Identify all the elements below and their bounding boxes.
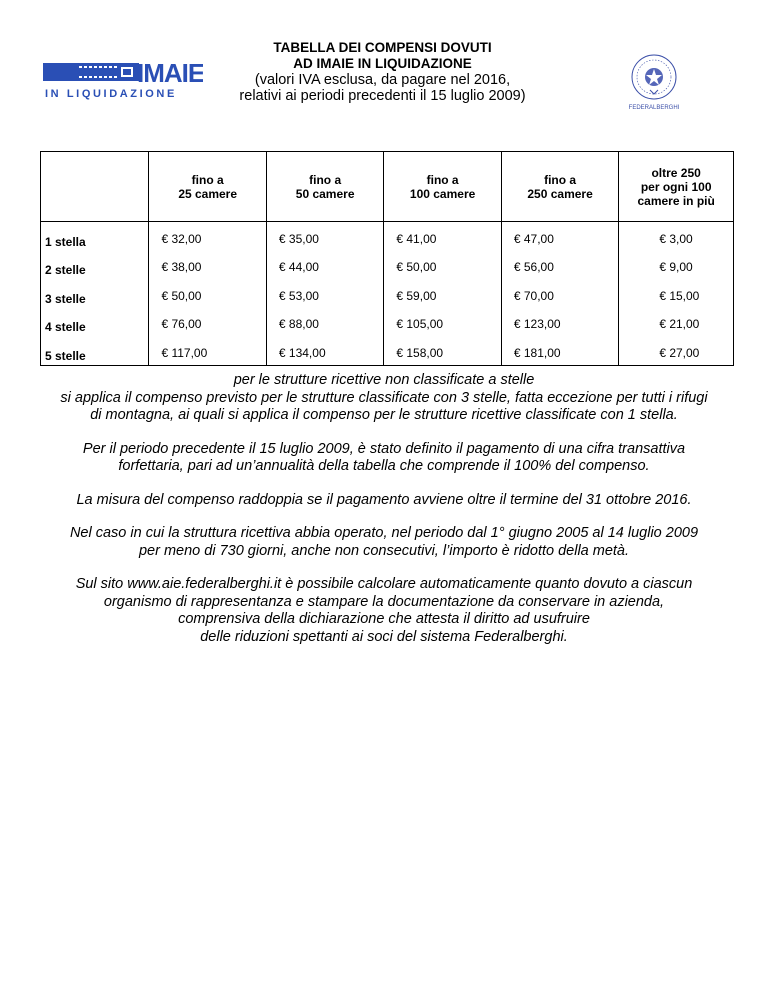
note-line: organismo di rappresentanza e stampare la documentazione da conservare in azienda,: [103, 593, 665, 610]
table-cell: € 32,00: [149, 222, 266, 251]
table-cell: € 15,00: [619, 279, 734, 308]
row-label: 4 stelle: [41, 308, 149, 337]
fees-table: [40, 151, 734, 366]
table-cell: € 59,00: [384, 279, 501, 308]
table-cell: € 76,00: [149, 308, 266, 337]
notes-section: [20, 372, 748, 662]
note-line: Nel caso in cui la struttura ricettiva abbia operato, nel periodo dal 1° giugno 2005 al 14 luglio 2009: [69, 525, 699, 541]
row-label: 3 stelle: [41, 279, 149, 308]
logo-brand-text: IMAIE: [137, 58, 203, 88]
table-cell: € 50,00: [384, 251, 501, 280]
imaie-logo: [43, 57, 203, 101]
logo-caption-text: IN LIQUIDAZIONE: [45, 88, 177, 100]
note-line: Per il periodo precedente il 15 luglio 2009, è stato definito il pagamento di una cifra transattiva: [82, 440, 686, 457]
note-line: di montagna, ai quali si applica il compenso per le strutture ricettive classificate con 1 stella.: [90, 407, 678, 423]
col-header-over-250: [619, 152, 734, 222]
table-cell: € 50,00: [149, 279, 266, 308]
table-cell: € 56,00: [501, 251, 618, 280]
row-label: 2 stelle: [41, 251, 149, 280]
note-line: per meno di 730 giorni, anche non consecutivi, l’importo è ridotto della metà.: [138, 542, 630, 559]
table-cell: € 47,00: [501, 222, 618, 251]
note-line: forfettaria, pari ad un’annualità della tabella che comprende il 100% del compenso.: [118, 458, 650, 474]
note-paragraph-website: [20, 576, 748, 646]
title-line-1: TABELLA DEI COMPENSI DOVUTI: [273, 40, 492, 55]
table-cell: € 158,00: [384, 336, 501, 365]
table-cell: € 21,00: [619, 308, 734, 337]
col-header-100: [384, 152, 501, 222]
table-cell: € 134,00: [266, 336, 383, 365]
col-header-line: 25 camere: [178, 186, 238, 201]
table-row: [41, 222, 734, 251]
table-cell: € 9,00: [619, 251, 734, 280]
table-row: [41, 279, 734, 308]
note-paragraph-doubling: [20, 492, 748, 510]
col-header-line: camere in più: [637, 193, 715, 208]
col-header-line: fino a: [426, 172, 459, 187]
table-row: [41, 251, 734, 280]
table-cell: € 105,00: [384, 308, 501, 337]
table-corner-cell: [41, 152, 149, 222]
table-cell: € 35,00: [266, 222, 383, 251]
col-header-line: 50 camere: [295, 186, 355, 201]
subtitle-line-1: (valori IVA esclusa, da pagare nel 2016,: [254, 72, 511, 88]
table-cell: € 3,00: [619, 222, 734, 251]
table-cell: € 44,00: [266, 251, 383, 280]
col-header-line: fino a: [191, 172, 224, 187]
table-cell: € 123,00: [501, 308, 618, 337]
note-line: comprensiva della dichiarazione che attesta il diritto ad usufruire: [178, 611, 590, 627]
table-cell: € 41,00: [384, 222, 501, 251]
table-cell: € 70,00: [501, 279, 618, 308]
note-paragraph-unclassified: [20, 372, 748, 425]
table-cell: € 53,00: [266, 279, 383, 308]
note-line: delle riduzioni spettanti ai soci del sistema Federalberghi.: [200, 628, 568, 645]
note-line: si applica il compenso previsto per le strutture classificate con 3 stelle, fatta eccezione per tutti i rifugi: [60, 389, 708, 406]
col-header-line: fino a: [544, 172, 577, 187]
table-cell: € 27,00: [619, 336, 734, 365]
table-cell: € 181,00: [501, 336, 618, 365]
federalberghi-seal-icon: [620, 50, 688, 112]
note-line: Sul sito www.aie.federalberghi.it è possibile calcolare automaticamente quanto dovuto a ciascun: [75, 576, 693, 592]
col-header-line: 100 camere: [409, 186, 476, 201]
row-label: 1 stella: [41, 222, 149, 251]
subtitle-line-2: relativi ai periodi precedenti il 15 luglio 2009): [239, 88, 526, 104]
note-paragraph-reduction: [20, 525, 748, 560]
table-cell: € 88,00: [266, 308, 383, 337]
table-cell: € 117,00: [149, 336, 266, 365]
col-header-line: fino a: [309, 172, 342, 187]
title-line-2: AD IMAIE IN LIQUIDAZIONE: [293, 56, 472, 71]
table-row: [41, 336, 734, 365]
seal-caption-text: FEDERALBERGHI: [628, 105, 680, 111]
note-paragraph-previous-period: [20, 441, 748, 476]
federalberghi-logo: [620, 50, 688, 112]
row-label: 5 stelle: [41, 336, 149, 365]
col-header-50: [266, 152, 383, 222]
table-header-row: [41, 152, 734, 222]
col-header-250: [501, 152, 618, 222]
note-line: per le strutture ricettive non classificate a stelle: [233, 372, 535, 388]
document-header: [210, 40, 555, 104]
table-cell: € 38,00: [149, 251, 266, 280]
note-line: La misura del compenso raddoppia se il pagamento avviene oltre il termine del 31 ottobre 2016.: [76, 491, 692, 508]
col-header-line: 250 camere: [527, 186, 593, 201]
table-row: [41, 308, 734, 337]
col-header-25: [149, 152, 266, 222]
col-header-line: oltre 250: [651, 165, 701, 180]
imaie-logo-graphic: [43, 57, 203, 101]
col-header-line: per ogni 100: [640, 179, 712, 194]
